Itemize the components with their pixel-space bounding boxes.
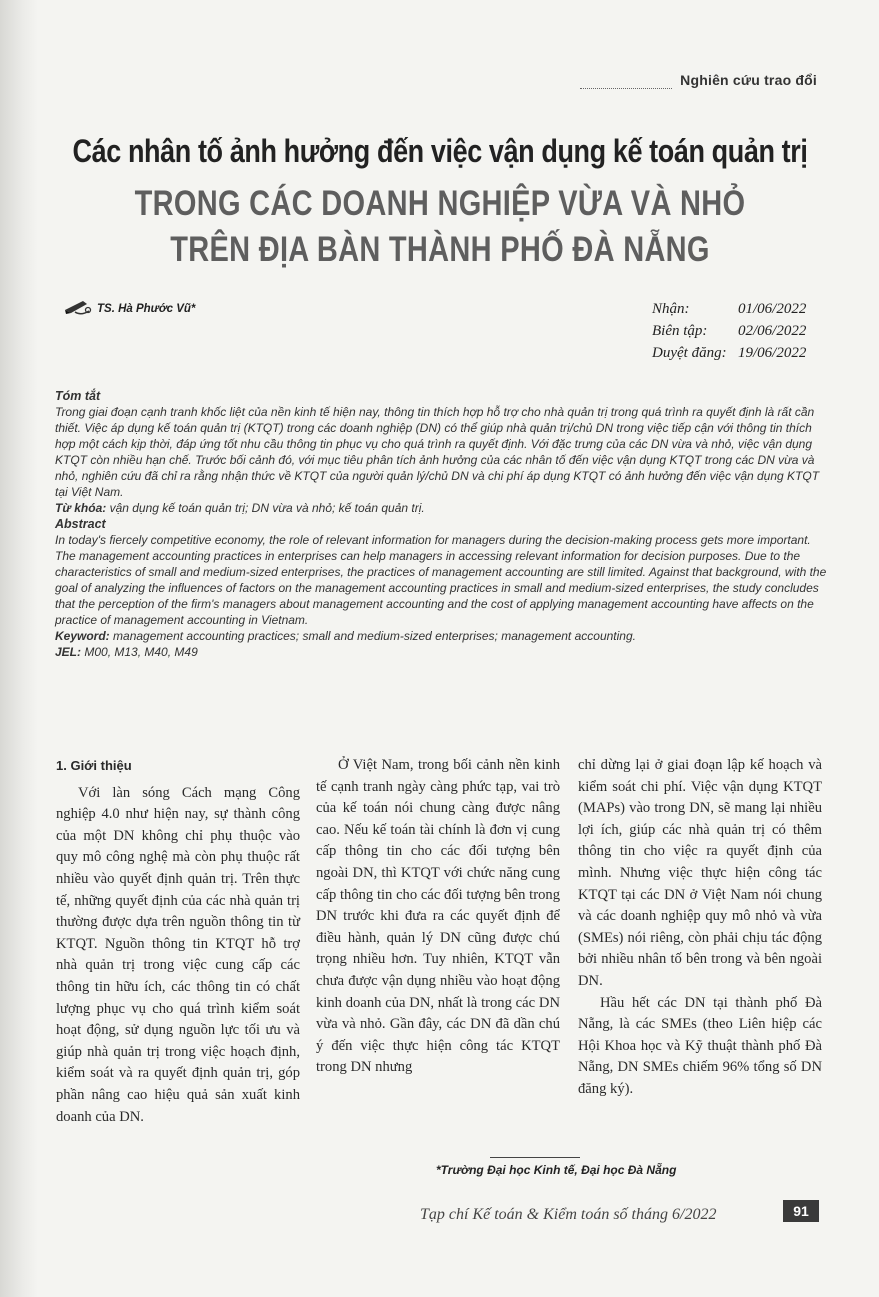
section-heading: 1. Giới thiệu: [56, 758, 132, 773]
jel-codes: [55, 644, 830, 660]
section-rule: [580, 88, 672, 89]
author-name: TS. Hà Phước Vũ*: [97, 302, 196, 315]
edited-label: Biên tập:: [652, 323, 708, 339]
jel-text: M00, M13, M40, M49: [84, 645, 198, 659]
paragraph: Ở Việt Nam, trong bối cảnh nền kinh tế cạnh tranh ngày càng phức tạp, vai trò của kế toán nói chung càng được nâng cao. Nếu kế toán tài chính là đơn vị cung cấp thông tin cho các đối tượng bên ngoài DN, thì KTQT với chức năng cung cấp thông tin cho các đối tượng bên trong DN trước khi đưa ra các quyết định để điều hành, quản lý DN cũng được chú trọng nhiều hơn. Tuy nhiên, KTQT vẫn chưa được vận dụng nhiều vào hoạt động kinh doanh của DN, nhất là trong các DN vừa và nhỏ. Gần đây, các DN đã dần chú ý đến việc thực hiện công tác KTQT trong DN nhưng: [316, 757, 560, 1076]
summary-heading: Tóm tắt: [55, 389, 101, 403]
paragraph: Với làn sóng Cách mạng Công nghiệp 4.0 như hiện nay, sự thành công của một DN không chỉ phụ thuộc vào quy mô công nghệ mà còn phụ thuộc rất nhiều vào quyết định quản trị. Trên thực tế, những quyết định của các nhà quản trị thường được dựa trên nguồn thông tin từ KTQT. Nguồn thông tin KTQT hỗ trợ nhà quản trị trong việc cung cấp các thông tin hữu ích, các thông tin có chất lượng phục vụ cho quá trình kiểm soát hoạt động, sử dụng nguồn lực tối ưu và giúp nhà quản trị trong việc hoạch định, kiểm soát và ra quyết định quản trị, góp phần nâng cao hiệu quả sản xuất kinh doanh của DN.: [56, 784, 300, 1125]
approved-label: Duyệt đăng:: [652, 345, 727, 361]
title-line-2: TRONG CÁC DOANH NGHIỆP VỪA VÀ NHỎ: [134, 185, 746, 224]
page-number: 91: [783, 1200, 819, 1222]
title-line-1: Các nhân tố ảnh hưởng đến việc vận dụng kế toán quản trị: [72, 133, 808, 169]
abstract-keywords: [55, 628, 830, 644]
summary-keywords: [55, 500, 830, 516]
footnote-rule: [490, 1157, 580, 1158]
paragraph: Hầu hết các DN tại thành phố Đà Nẵng, là các SMEs (theo Liên hiệp các Hội Khoa học và Kỹ thuật thành phố Đà Nẵng, DN SMEs chiếm 96% tổng số DN đăng ký).: [578, 994, 822, 1097]
title-line-3: TRÊN ĐỊA BÀN THÀNH PHỐ ĐÀ NẴNG: [170, 231, 710, 270]
journal-name: Tạp chí Kế toán & Kiểm toán số tháng 6/2022: [420, 1206, 717, 1223]
editorial-dates: [652, 298, 806, 364]
body-column-2: [316, 755, 560, 1079]
received-label: Nhận:: [652, 301, 690, 317]
abstract-heading: Abstract: [55, 517, 106, 531]
received-date: 01/06/2022: [738, 301, 807, 317]
page-edge-shadow: [0, 0, 38, 1297]
en-keywords-label: Keyword:: [55, 629, 110, 643]
pen-icon: [63, 298, 93, 319]
approved-date: 19/06/2022: [738, 345, 807, 361]
paragraph: chỉ dừng lại ở giai đoạn lập kế hoạch và kiểm soát chi phí. Việc vận dụng KTQT (MAPs) vào trong DN, sẽ mang lại nhiều lợi ích, giúp các nhà quản trị có thêm thông tin cho việc ra quyết định của mình. Nhưng việc thực hiện công tác KTQT tại các DN ở Việt Nam nói chung và các doanh nghiệp quy mô nhỏ và vừa (SMEs) nói riêng, còn phải chịu tác động bởi nhiều nhân tố bên trong và bên ngoài DN.: [578, 757, 822, 989]
keywords-text: vận dụng kế toán quản trị; DN vừa và nhỏ; kế toán quản trị.: [109, 501, 425, 515]
body-column-1: [56, 755, 300, 1128]
abstract-block: [55, 388, 830, 660]
author-affiliation: *Trường Đại học Kinh tế, Đại học Đà Nẵng: [436, 1163, 677, 1177]
jel-label: JEL:: [55, 645, 82, 659]
keywords-label: Từ khóa:: [55, 501, 107, 515]
section-label: Nghiên cứu trao đổi: [680, 72, 817, 88]
summary-text: Trong giai đoạn cạnh tranh khốc liệt của nền kinh tế hiện nay, thông tin thích hợp hỗ trợ cho nhà quản trị trong quá trình ra quyết định là rất cần thiết. Việc áp dụng kế toán quản trị (KTQT) trong các doanh nghiệp (DN) có thể giúp nhà quản trị/chủ DN trong việc tiếp cận với thông tin thích hợp một cách kịp thời, đáp ứng tốt nhu cầu thông tin phục vụ cho quá trình ra quyết định. Với đặc trưng của các DN vừa và nhỏ, việc vận dụng KTQT còn nhiều hạn chế. Trước bối cảnh đó, với mục tiêu phân tích ảnh hưởng của các nhân tố đến việc vận dụng KTQT trong các DN vừa và nhỏ, nghiên cứu đã chỉ ra rằng nhận thức về KTQT của người quản lý/chủ DN và chi phí áp dụng KTQT có ảnh hưởng đến việc vận dụng KTQT tại Việt Nam.: [55, 405, 820, 499]
edited-date: 02/06/2022: [738, 323, 807, 339]
body-column-3: [578, 755, 822, 1101]
abstract-text: In today's fiercely competitive economy, the role of relevant information for managers during the decision-making process gets more important. The management accounting practices in enterprises can help managers in accessing relevant information for decision purposes. Due to the characteristics of small and medium-sized enterprises, the practices of management accounting are still limited. Against that background, with the goal of analyzing the influences of factors on the management accounting practices in small and medium-sized enterprises, the study concludes that the perception of the firm's managers about management accounting and the cost of applying management accounting have affects on the practice of management accounting in Vietnam.: [55, 533, 827, 627]
en-keywords-text: management accounting practices; small and medium-sized enterprises; management accounting.: [113, 629, 636, 643]
author-byline: [63, 298, 195, 319]
